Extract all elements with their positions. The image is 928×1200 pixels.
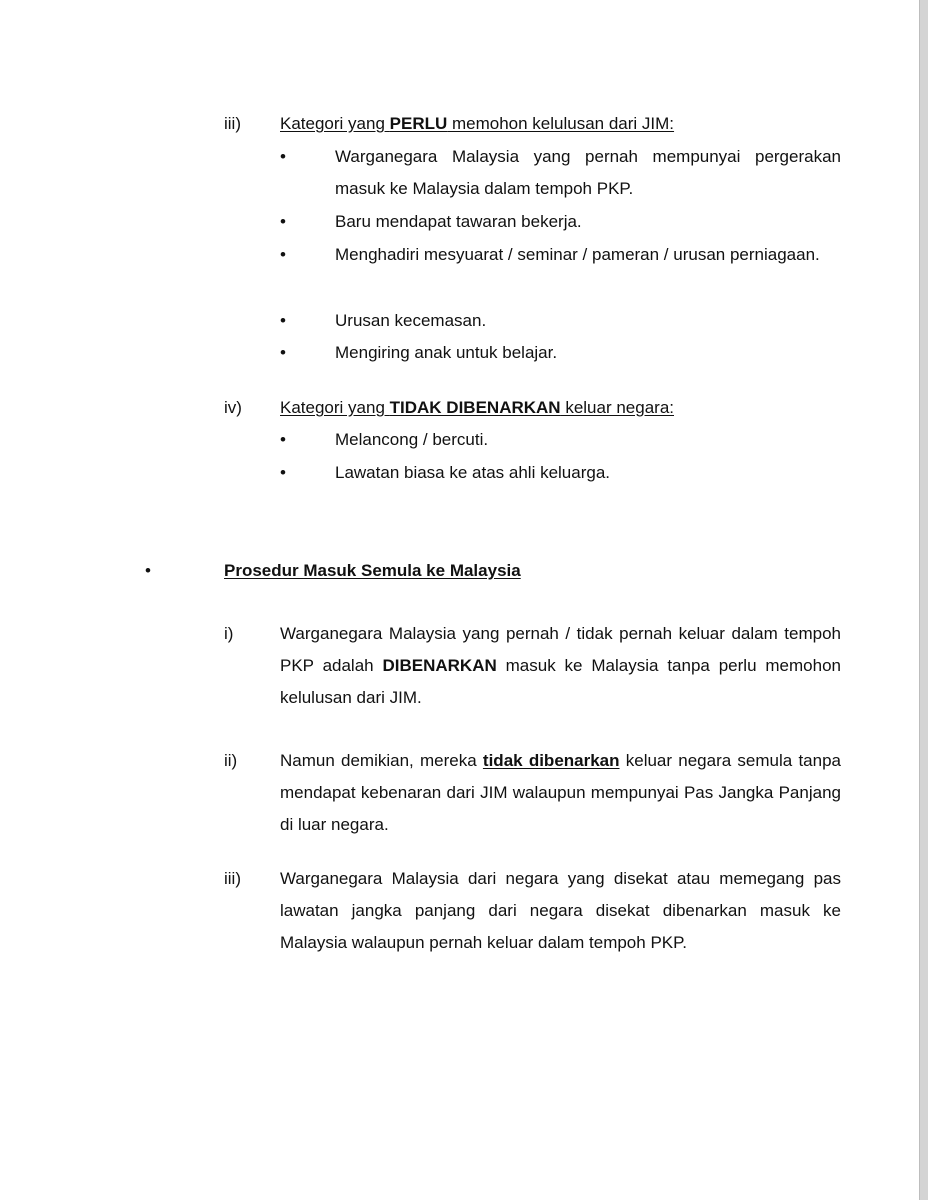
bullet-icon: • <box>280 343 286 362</box>
procedure-i-text <box>280 618 841 714</box>
bullet-icon: • <box>280 147 286 166</box>
page-edge-shadow <box>920 0 928 1200</box>
bullet-icon: • <box>280 430 286 449</box>
bullet-icon: • <box>280 463 286 482</box>
heading-bold: TIDAK DIBENARKAN <box>389 398 561 417</box>
para-post: keluar negara semula tanpa mendapat kebenaran dari JIM walaupun mempunyai Pas Jangka Panjang di luar negara. <box>280 751 841 834</box>
para-post: masuk ke Malaysia tanpa perlu memohon kelulusan dari JIM. <box>280 656 841 707</box>
bullet-icon: • <box>280 245 286 264</box>
list-item: Urusan kecemasan. <box>335 311 487 330</box>
para-bold: DIBENARKAN <box>382 656 497 675</box>
page-edge-line <box>919 0 920 1200</box>
procedure-i-number: i) <box>224 624 234 643</box>
bullet-icon: • <box>280 311 286 330</box>
bullet-icon: • <box>145 561 151 580</box>
heading-post: keluar negara: <box>560 398 674 417</box>
para-bold: tidak dibenarkan <box>482 751 620 770</box>
heading-pre: Kategori yang <box>280 398 390 417</box>
para-pre: Namun demikian, mereka <box>280 751 483 770</box>
para-pre: Warganegara Malaysia yang pernah / tidak pernah keluar dalam tempoh PKP adalah <box>280 624 841 675</box>
list-item: Baru mendapat tawaran bekerja. <box>335 212 582 231</box>
section-iv-number: iv) <box>224 398 242 417</box>
list-item: Menghadiri mesyuarat / seminar / pameran / urusan perniagaan. <box>335 245 820 264</box>
procedure-heading: Prosedur Masuk Semula ke Malaysia <box>224 561 521 580</box>
heading-pre: Kategori yang <box>280 114 390 133</box>
section-iv-heading <box>280 398 674 418</box>
list-item: Lawatan biasa ke atas ahli keluarga. <box>335 463 611 482</box>
procedure-ii-number: ii) <box>224 751 238 770</box>
list-item: Warganegara Malaysia yang pernah mempunyai pergerakan masuk ke Malaysia dalam tempoh PKP. <box>335 147 841 198</box>
heading-post: memohon kelulusan dari JIM: <box>447 114 675 133</box>
section-iii-heading <box>280 114 674 134</box>
procedure-ii-text <box>280 745 841 841</box>
list-item: Melancong / bercuti. <box>335 430 489 449</box>
procedure-iii-number: iii) <box>224 869 241 888</box>
section-iii-number: iii) <box>224 114 241 133</box>
bullet-icon: • <box>280 212 286 231</box>
list-item: Mengiring anak untuk belajar. <box>335 343 558 362</box>
heading-bold: PERLU <box>389 114 448 133</box>
procedure-iii-text: Warganegara Malaysia dari negara yang disekat atau memegang pas lawatan jangka panjang dari negara disekat dibenarkan masuk ke Malaysia walaupun pernah keluar dalam tempoh PKP. <box>280 869 841 952</box>
